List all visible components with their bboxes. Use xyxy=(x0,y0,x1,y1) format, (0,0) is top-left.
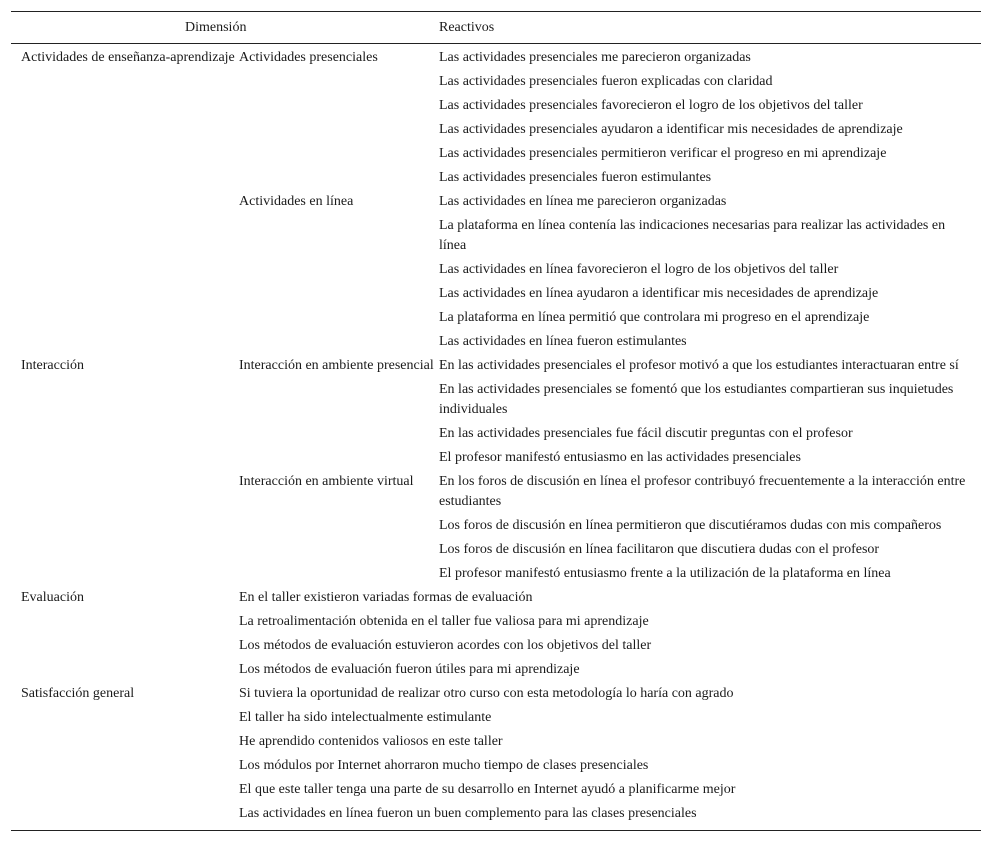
dimension-cell: Interacción xyxy=(21,358,84,373)
item-cell: Las actividades presenciales favorecieron el logro de los objetivos del taller xyxy=(439,98,863,113)
item-cell: Las actividades en línea favorecieron el logro de los objetivos del taller xyxy=(439,262,839,277)
item-cell: El taller ha sido intelectualmente estimulante xyxy=(239,710,492,725)
item-cell: En los foros de discusión en línea el profesor contribuyó frecuentemente a la interacción entre estudiantes xyxy=(439,474,966,509)
table-body xyxy=(11,46,981,826)
header-rule xyxy=(11,43,981,44)
reactivos-table xyxy=(11,11,981,831)
bottom-rule xyxy=(11,830,981,831)
item-cell: Las actividades presenciales me parecieron organizadas xyxy=(439,50,751,65)
table-row xyxy=(11,46,981,70)
item-cell: La plataforma en línea permitió que controlara mi progreso en el aprendizaje xyxy=(439,310,870,325)
item-cell: Los métodos de evaluación fueron útiles para mi aprendizaje xyxy=(239,662,580,677)
item-cell: Las actividades presenciales ayudaron a identificar mis necesidades de aprendizaje xyxy=(439,122,903,137)
subdimension-cell: Actividades presenciales xyxy=(239,50,378,65)
item-cell: Las actividades presenciales fueron explicadas con claridad xyxy=(439,74,773,89)
item-cell: El que este taller tenga una parte de su desarrollo en Internet ayudó a planificarme mejor xyxy=(239,782,736,797)
header-dimension: Dimensión xyxy=(185,20,247,35)
subdimension-cell: Actividades en línea xyxy=(239,194,354,209)
item-cell: Las actividades en línea fueron un buen complemento para las clases presenciales xyxy=(239,806,697,821)
item-cell: En las actividades presenciales se fomentó que los estudiantes compartieran sus inquietudes individuales xyxy=(439,382,954,417)
item-cell: Las actividades presenciales fueron estimulantes xyxy=(439,170,712,185)
item-cell: Las actividades en línea ayudaron a identificar mis necesidades de aprendizaje xyxy=(439,286,879,301)
item-cell: Los módulos por Internet ahorraron mucho tiempo de clases presenciales xyxy=(239,758,649,773)
item-cell: En las actividades presenciales fue fácil discutir preguntas con el profesor xyxy=(439,426,853,441)
table-header xyxy=(11,12,981,43)
item-cell: Los foros de discusión en línea permitieron que discutiéramos dudas con mis compañeros xyxy=(439,518,942,533)
table-row xyxy=(11,586,981,610)
item-cell: Si tuviera la oportunidad de realizar otro curso con esta metodología lo haría con agrado xyxy=(239,686,734,701)
subdimension-cell: Interacción en ambiente presencial xyxy=(239,358,434,373)
subdimension-cell: Interacción en ambiente virtual xyxy=(239,474,414,489)
header-items: Reactivos xyxy=(439,20,495,35)
item-cell: Los foros de discusión en línea facilitaron que discutiera dudas con el profesor xyxy=(439,542,880,557)
dimension-cell: Actividades de enseñanza-aprendizaje xyxy=(21,50,235,65)
item-cell: El profesor manifestó entusiasmo frente a la utilización de la plataforma en línea xyxy=(439,566,891,581)
item-cell: He aprendido contenidos valiosos en este taller xyxy=(239,734,503,749)
item-cell: La retroalimentación obtenida en el taller fue valiosa para mi aprendizaje xyxy=(239,614,649,629)
dimension-cell: Satisfacción general xyxy=(21,686,135,701)
item-cell: Los métodos de evaluación estuvieron acordes con los objetivos del taller xyxy=(239,638,652,653)
item-cell: Las actividades presenciales permitieron verificar el progreso en mi aprendizaje xyxy=(439,146,887,161)
item-cell: La plataforma en línea contenía las indicaciones necesarias para realizar las actividades en línea xyxy=(439,218,946,253)
item-cell: Las actividades en línea fueron estimulantes xyxy=(439,334,687,349)
item-cell: El profesor manifestó entusiasmo en las actividades presenciales xyxy=(439,450,801,465)
table-row xyxy=(11,682,981,706)
item-cell: Las actividades en línea me parecieron organizadas xyxy=(439,194,727,209)
item-cell: En las actividades presenciales el profesor motivó a que los estudiantes interactuaran entre sí xyxy=(439,358,959,373)
item-cell: En el taller existieron variadas formas de evaluación xyxy=(239,590,533,605)
dimension-cell: Evaluación xyxy=(21,590,84,605)
table-row xyxy=(11,354,981,378)
